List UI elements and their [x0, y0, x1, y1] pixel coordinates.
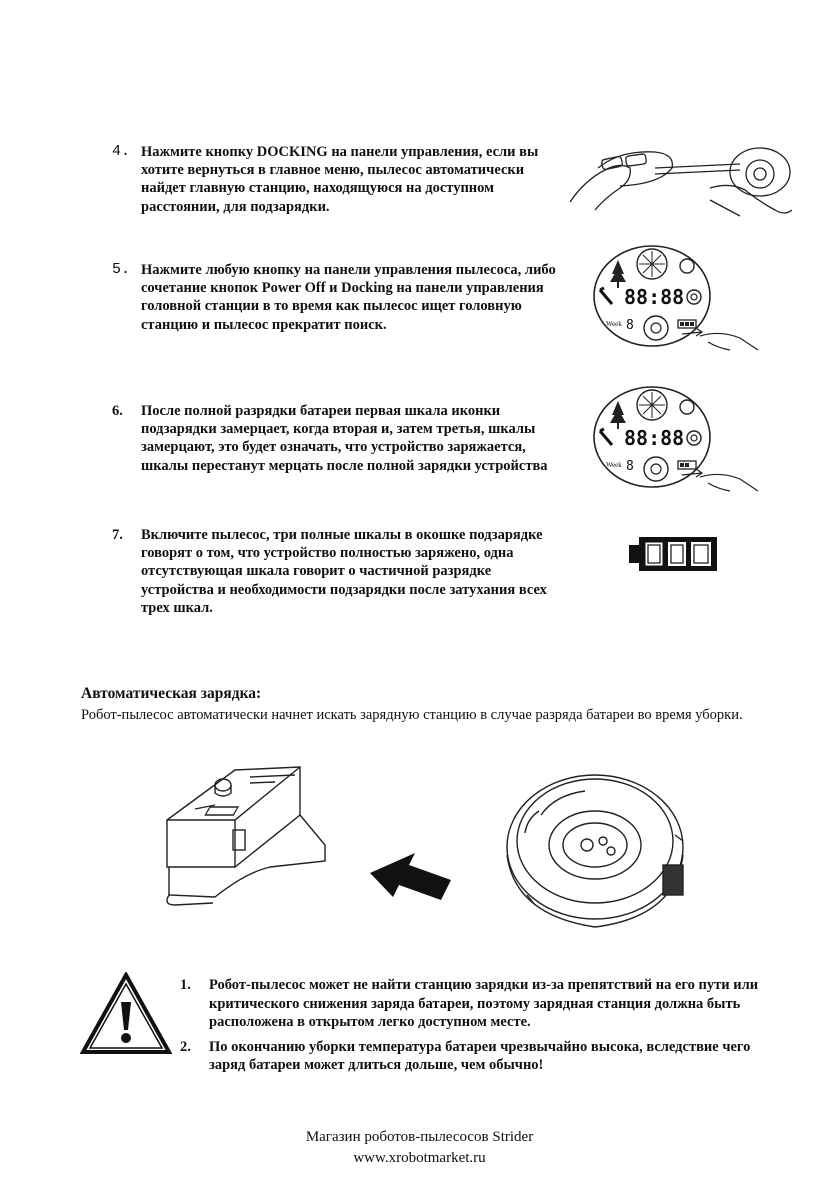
footer-website[interactable]: www.xrobotmarket.ru: [353, 1150, 486, 1166]
note-2: [180, 1038, 780, 1075]
week-label: Week: [606, 320, 622, 328]
lcd-clock: 88:88: [624, 285, 685, 309]
brush-icon: [600, 429, 612, 445]
section-heading: Автоматическая зарядка:: [81, 685, 262, 702]
step-number: 4.: [112, 143, 131, 160]
dial-icon: [644, 316, 668, 340]
tree-icon: [610, 260, 626, 282]
hand-icon: [700, 333, 758, 350]
target-icon: [687, 431, 701, 445]
week-digit: 8: [626, 318, 634, 333]
step-text: Нажмите кнопку DOCKING на панели управления, если вы хотите вернуться в главное меню, пылесос автоматически найдет главную станцию, находящуюся на доступном расстоянии, для подзарядки.: [141, 144, 539, 215]
hand-icon: [700, 474, 758, 491]
warning-notes: [180, 976, 780, 1081]
robot-returning-to-dock-illustration: [155, 755, 735, 950]
step-number: 6.: [112, 403, 123, 419]
charging-station: [167, 767, 325, 905]
step-7: [112, 526, 557, 617]
arrow-icon: [370, 853, 459, 900]
step-text: После полной разрядки батареи первая шкала иконки подзарядки замерцает, когда вторая и, затем третья, шкалы замерцают, это будет означать, что устройство заряжается, шкалы перестанут мерцать после полной зарядки устройства: [141, 403, 548, 474]
remote-docking-illustration: [560, 140, 795, 220]
lcd-display-charging-illustration: [590, 383, 760, 493]
brush-icon: [600, 288, 612, 304]
note-text: По окончанию уборки температура батареи чрезвычайно высока, вследствие чего заряд батареи может длиться дольше, чем обычно!: [209, 1038, 751, 1073]
power-icon: [680, 400, 694, 414]
step-text: Нажмите любую кнопку на панели управления пылесоса, либо сочетание кнопок Power Off и Docking на панели управления головной станции в то время как пылесос ищет головную станцию и пылесос прекратит поиск.: [141, 262, 556, 333]
warning-icon: [80, 972, 172, 1056]
week-digit: 8: [626, 459, 634, 474]
lcd-display-illustration: [590, 242, 760, 352]
battery-full-icon: [625, 535, 720, 575]
dial-icon: [644, 457, 668, 481]
target-icon: [687, 290, 701, 304]
note-text: Робот-пылесос может не найти станцию зарядки из-за препятствий на его пути или критического снижения заряда батареи, поэтому зарядная станция должна быть расположена в открытом легко доступном месте.: [209, 977, 759, 1030]
note-number: 2.: [180, 1038, 191, 1055]
step-text: Включите пылесос, три полные шкалы в окошке подзарядке говорят о том, что устройство полностью заряжено, одна отсутствующая шкала говорит о частичной разрядке устройства и необходимости подзарядки после затухания всех трех шкал.: [141, 527, 547, 616]
week-label: Week: [606, 461, 622, 469]
step-4: [112, 143, 557, 216]
section-paragraph: Робот-пылесос автоматически начнет искать зарядную станцию в случае разряда батареи во время уборки.: [81, 707, 743, 723]
note-1: [180, 976, 780, 1032]
step-5: [112, 261, 557, 334]
lcd-clock: 88:88: [624, 426, 685, 450]
tree-icon: [610, 401, 626, 423]
footer-store-name: Магазин роботов-пылесосов Strider: [305, 1129, 534, 1145]
note-number: 1.: [180, 977, 191, 993]
robot-vacuum: [507, 775, 683, 927]
step-6: [112, 402, 557, 475]
step-number: 5.: [112, 261, 131, 278]
step-number: 7.: [112, 527, 123, 543]
power-icon: [680, 259, 694, 273]
